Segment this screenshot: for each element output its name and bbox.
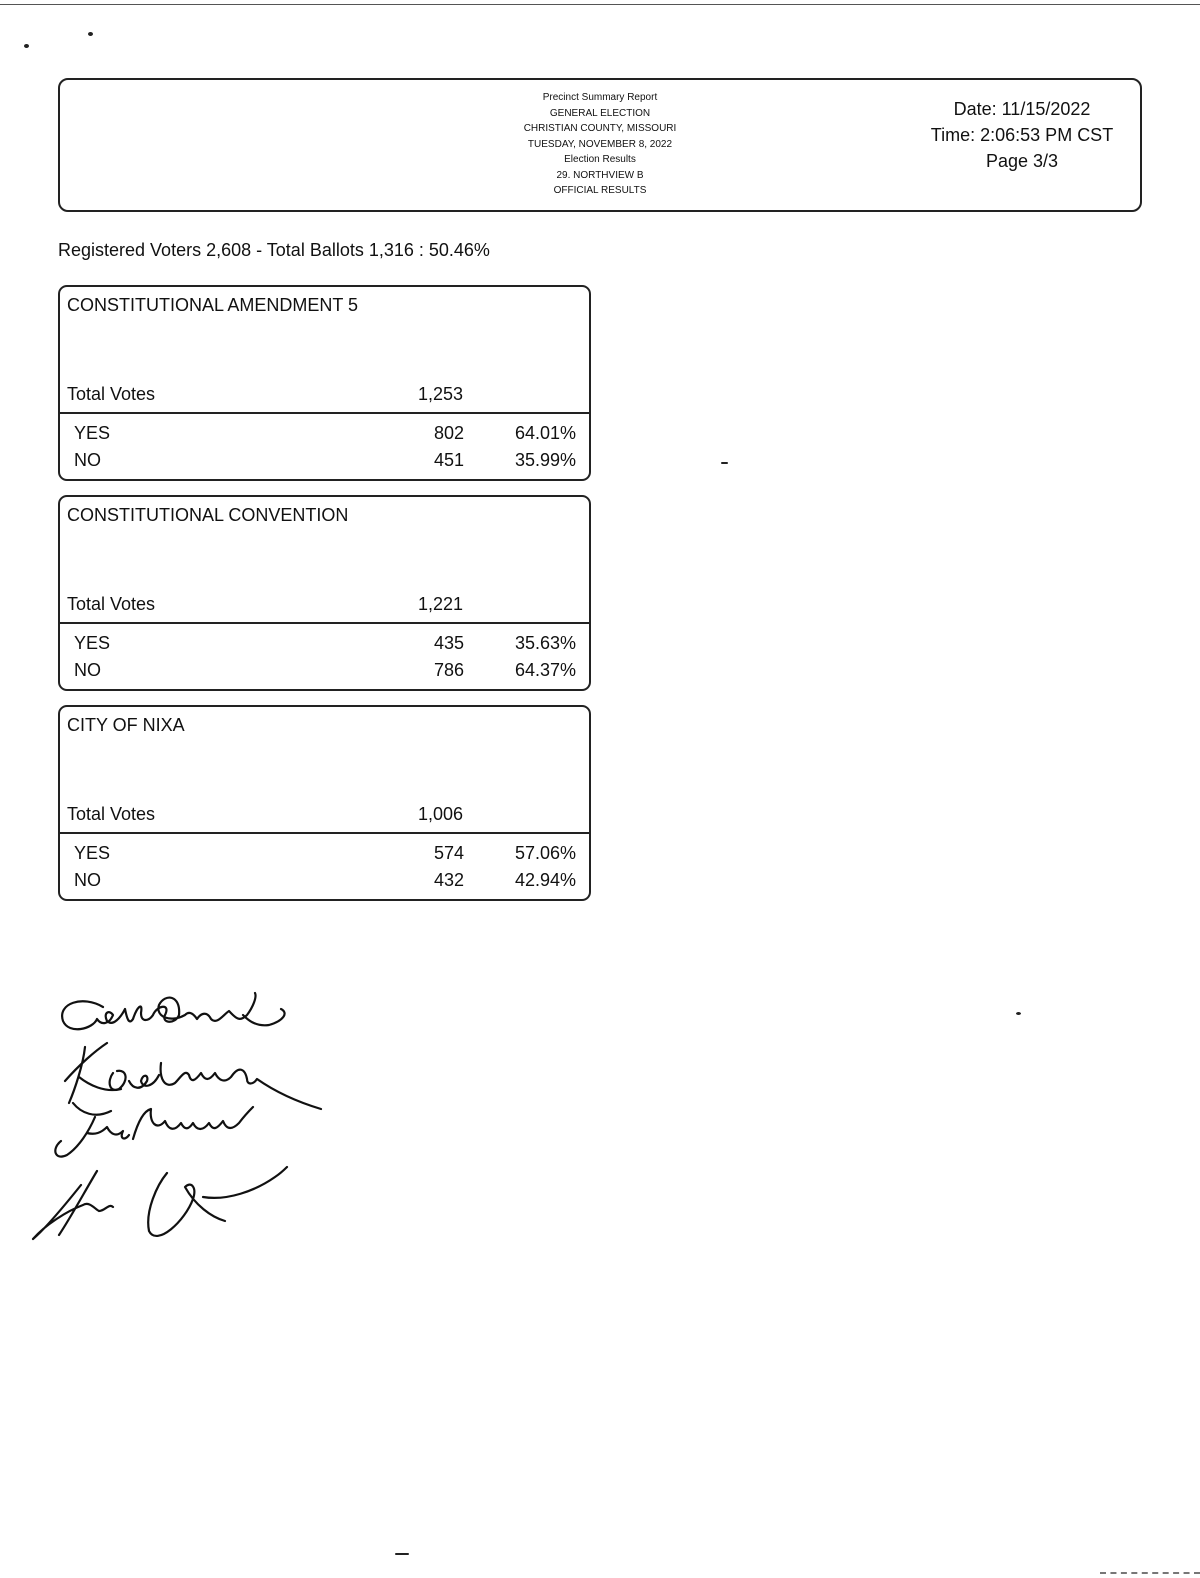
choice-row [60, 450, 589, 476]
total-votes-value: 1,221 [417, 594, 463, 614]
signatures [25, 985, 405, 1255]
report-header [58, 78, 1142, 212]
contest-title: CITY OF NIXA [67, 715, 185, 735]
signature-3 [55, 1103, 253, 1157]
scan-speck [24, 44, 29, 48]
choice-percent: 42.94% [514, 870, 576, 890]
results-label: Election Results [564, 154, 636, 165]
contest-box [58, 285, 591, 481]
contest-box [58, 495, 591, 691]
choice-row [60, 633, 589, 659]
choice-label: YES [74, 633, 111, 653]
divider [60, 622, 589, 624]
page-number: Page 3/3 [985, 151, 1059, 171]
choice-label: NO [74, 870, 101, 890]
total-votes-label: Total Votes [67, 594, 156, 614]
contest-title: CONSTITUTIONAL CONVENTION [67, 505, 349, 525]
report-time: Time: 2:06:53 PM CST [930, 125, 1114, 145]
choice-label: NO [74, 660, 101, 680]
choice-votes: 802 [433, 423, 464, 443]
scan-edge-line [1100, 1572, 1200, 1574]
precinct-name: 29. NORTHVIEW B [556, 169, 644, 181]
scan-speck [88, 32, 93, 36]
scan-speck [1016, 1012, 1021, 1015]
choice-percent: 35.63% [514, 633, 576, 653]
choice-row [60, 660, 589, 686]
choice-label: YES [74, 423, 111, 443]
choice-label: NO [74, 450, 101, 470]
county-name: CHRISTIAN COUNTY, MISSOURI [523, 123, 677, 134]
choice-row [60, 843, 589, 869]
contest-title: CONSTITUTIONAL AMENDMENT 5 [67, 295, 359, 315]
contest-box [58, 705, 591, 901]
scan-speck [721, 462, 728, 464]
choice-label: YES [74, 843, 111, 863]
report-title: Precinct Summary Report [542, 92, 658, 103]
choice-row [60, 423, 589, 449]
choice-percent: 64.01% [514, 423, 576, 443]
scan-speck [395, 1553, 409, 1555]
choice-votes: 786 [433, 660, 464, 680]
choice-row [60, 870, 589, 896]
results-status: OFFICIAL RESULTS [553, 185, 647, 196]
total-votes-label: Total Votes [67, 804, 156, 824]
choice-percent: 35.99% [514, 450, 576, 470]
signature-1 [62, 993, 284, 1029]
choice-percent: 64.37% [514, 660, 576, 680]
divider [60, 412, 589, 414]
turnout-summary: Registered Voters 2,608 - Total Ballots 1,316 : 50.46% [58, 240, 490, 260]
total-votes-label: Total Votes [67, 384, 156, 404]
choice-votes: 435 [433, 633, 464, 653]
total-votes-value: 1,006 [417, 804, 463, 824]
choice-votes: 574 [433, 843, 464, 863]
choice-votes: 432 [433, 870, 464, 890]
signature-2 [65, 1043, 321, 1109]
election-name: GENERAL ELECTION [549, 107, 651, 119]
signature-4 [33, 1167, 287, 1239]
choice-percent: 57.06% [514, 843, 576, 863]
divider [60, 832, 589, 834]
scan-edge-line [0, 4, 1200, 5]
report-meta [912, 96, 1132, 174]
report-date: Date: 11/15/2022 [953, 99, 1091, 119]
election-date: TUESDAY, NOVEMBER 8, 2022 [527, 138, 673, 150]
total-votes-value: 1,253 [417, 384, 463, 404]
choice-votes: 451 [433, 450, 464, 470]
